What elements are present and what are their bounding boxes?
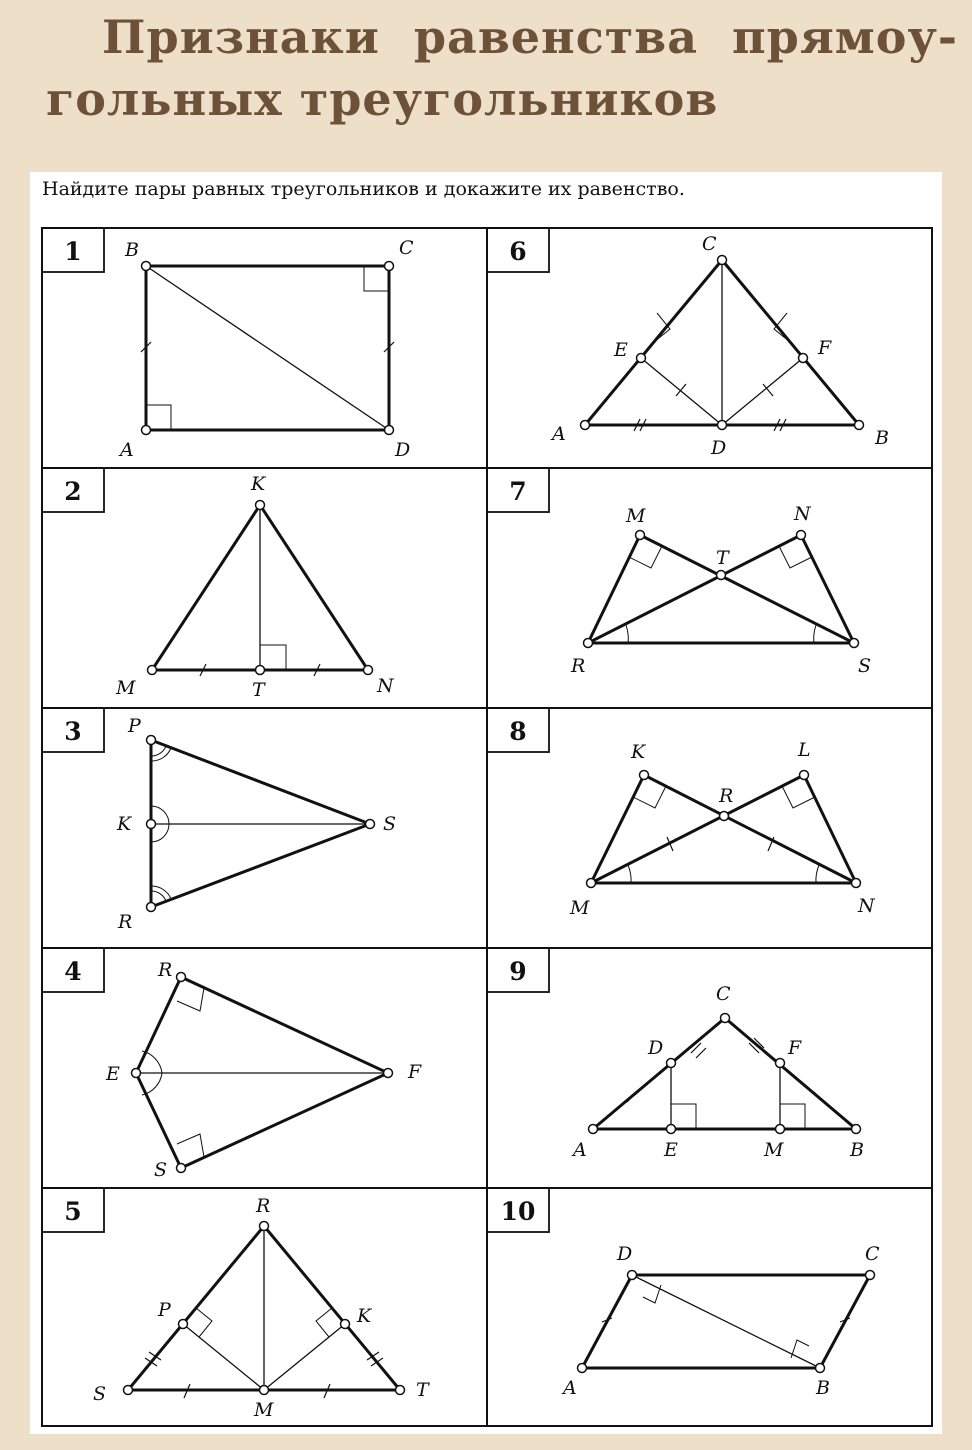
- title-line-2: гольных треугольников: [46, 72, 719, 126]
- vertex-label: R: [719, 785, 734, 807]
- vertex-label: C: [702, 233, 717, 255]
- panel-number-9: 9: [509, 957, 527, 986]
- vertex-label: S: [858, 655, 872, 677]
- vertex-label: B: [816, 1377, 830, 1399]
- panel-1-figure: [141, 266, 394, 430]
- vertex-label: R: [158, 959, 173, 981]
- panel-4-figure: [136, 977, 388, 1168]
- panel-number-8: 8: [509, 717, 527, 746]
- title-word-1: Признаки: [102, 10, 380, 64]
- vertex-label: K: [117, 813, 132, 835]
- vertex-label: P: [158, 1299, 171, 1321]
- page-title: [46, 6, 958, 130]
- panel-number-7: 7: [509, 477, 527, 506]
- vertex-label: F: [788, 1037, 802, 1059]
- vertex-label: S: [383, 813, 397, 835]
- panel-2-figure: [152, 505, 368, 676]
- panel-number-5: 5: [64, 1197, 82, 1226]
- vertex-label: R: [256, 1195, 271, 1217]
- panel-number-2: 2: [64, 477, 82, 506]
- vertex-label: M: [254, 1399, 274, 1421]
- exercise-sheet: [30, 172, 942, 1434]
- panel-10-figure: [582, 1275, 870, 1368]
- vertex-label: A: [573, 1139, 587, 1161]
- vertex-label: S: [154, 1159, 168, 1181]
- panel-number-4: 4: [64, 957, 82, 986]
- vertex-label: E: [106, 1063, 120, 1085]
- title-word-2: равенства: [413, 10, 699, 64]
- vertex-label: E: [664, 1139, 678, 1161]
- title-word-3: прямоу-: [731, 10, 958, 64]
- vertex-label: B: [875, 427, 889, 449]
- vertex-label: K: [357, 1305, 372, 1327]
- vertex-label: R: [118, 911, 133, 933]
- vertex-label: N: [794, 503, 811, 525]
- vertex-label: D: [395, 439, 411, 461]
- vertex-label: D: [648, 1037, 664, 1059]
- panel-3-figure: [151, 740, 370, 907]
- vertex-label: D: [711, 437, 727, 459]
- vertex-label: C: [865, 1243, 880, 1265]
- vertex-label: E: [614, 339, 628, 361]
- vertex-label: F: [408, 1061, 422, 1083]
- panel-number-6: 6: [509, 237, 527, 266]
- vertex-label: B: [125, 239, 139, 261]
- vertex-label: A: [552, 423, 566, 445]
- panel-number-10: 10: [500, 1197, 536, 1226]
- vertex-label: S: [93, 1383, 107, 1405]
- vertex-label: D: [617, 1243, 633, 1265]
- vertex-label: A: [563, 1377, 577, 1399]
- vertex-label: R: [571, 655, 586, 677]
- vertex-label: L: [798, 739, 811, 761]
- vertex-label: N: [858, 895, 875, 917]
- vertex-label: P: [128, 715, 141, 737]
- vertex-label: F: [818, 337, 832, 359]
- vertex-label: K: [631, 741, 646, 763]
- exercise-diagrams: [30, 172, 942, 1434]
- vertex-label: K: [251, 473, 266, 495]
- panel-number-1: 1: [64, 237, 82, 266]
- vertex-label: B: [850, 1139, 864, 1161]
- vertex-label: M: [626, 505, 646, 527]
- vertex-label: T: [252, 679, 265, 701]
- vertex-label: M: [764, 1139, 784, 1161]
- vertex-label: C: [399, 237, 414, 259]
- vertex-label: C: [716, 983, 731, 1005]
- panel-number-3: 3: [64, 717, 82, 746]
- vertex-label: N: [377, 675, 394, 697]
- task-instruction: Найдите пары равных треугольников и докажите их равенство.: [42, 178, 685, 200]
- panel-9-figure: [593, 1018, 856, 1129]
- vertex-label: T: [716, 547, 729, 569]
- vertex-label: M: [570, 897, 590, 919]
- vertex-label: M: [116, 677, 136, 699]
- vertex-label: A: [120, 439, 134, 461]
- vertex-label: T: [416, 1379, 429, 1401]
